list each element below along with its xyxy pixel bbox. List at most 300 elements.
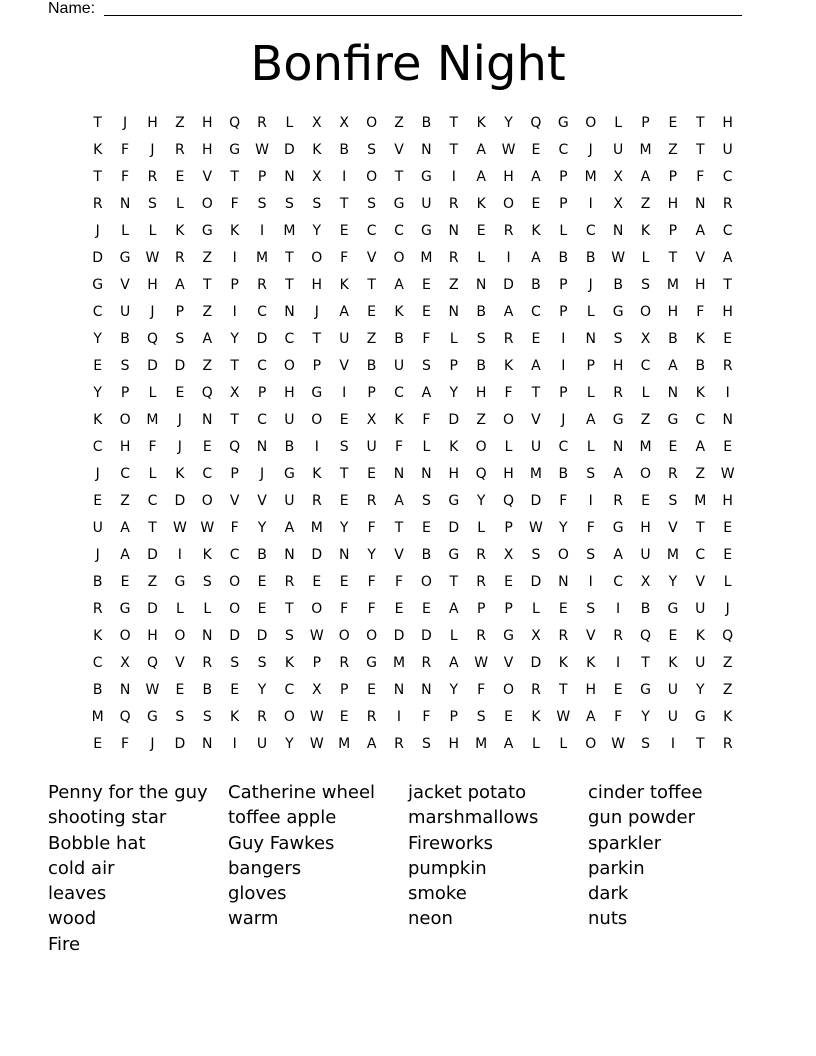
grid-letter: Q — [119, 709, 131, 725]
grid-letter: P — [230, 466, 239, 482]
grid-letter: F — [367, 574, 376, 590]
grid-letter: V — [668, 520, 678, 536]
grid-letter: H — [722, 115, 733, 131]
grid-letter: M — [666, 547, 679, 563]
grid-letter: O — [283, 358, 295, 374]
grid-letter: K — [230, 223, 240, 239]
grid-letter: P — [257, 385, 267, 401]
grid-letter: L — [449, 331, 458, 347]
grid-letter: O — [366, 628, 378, 644]
grid-letter: G — [448, 493, 460, 509]
word-list-item: warm — [228, 908, 279, 930]
grid-letter: G — [612, 520, 624, 536]
grid-letter: V — [229, 493, 240, 509]
grid-letter: I — [177, 547, 182, 563]
grid-letter: K — [230, 709, 240, 725]
grid-letter: K — [476, 196, 486, 212]
grid-letter: G — [366, 655, 378, 671]
grid-letter: C — [92, 655, 103, 671]
grid-letter: F — [230, 196, 239, 212]
grid-letter: L — [641, 385, 650, 401]
page-title: Bonfire Night — [250, 36, 566, 92]
grid-letter: V — [366, 250, 377, 266]
grid-letter: R — [668, 466, 678, 482]
grid-letter: G — [174, 574, 186, 590]
grid-letter: L — [422, 439, 431, 455]
grid-letter: P — [586, 358, 595, 374]
grid-letter: T — [93, 169, 102, 185]
grid-letter: X — [613, 196, 623, 212]
grid-letter: X — [531, 628, 541, 644]
grid-letter: T — [449, 115, 459, 131]
grid-letter: G — [667, 601, 679, 617]
word-list-item: Penny for the guy — [48, 782, 208, 803]
grid-letter: V — [339, 358, 349, 374]
grid-letter: H — [612, 358, 624, 374]
grid-letter: O — [201, 493, 213, 509]
grid-letter: L — [148, 223, 157, 239]
grid-letter: L — [532, 736, 540, 752]
grid-letter: T — [339, 196, 349, 212]
grid-letter: W — [145, 250, 160, 266]
grid-letter: N — [284, 547, 295, 563]
grid-letter: U — [612, 142, 624, 158]
word-list — [48, 780, 768, 957]
grid-letter: K — [93, 412, 103, 428]
grid-letter: C — [394, 385, 404, 401]
grid-letter: E — [723, 331, 733, 347]
grid-letter: E — [723, 547, 733, 563]
grid-letter: V — [695, 574, 706, 590]
grid-letter: W — [720, 466, 735, 482]
grid-letter: K — [640, 223, 651, 239]
grid-letter: B — [394, 331, 404, 347]
grid-letter: O — [420, 574, 432, 590]
grid-letter: L — [723, 574, 732, 590]
grid-letter: A — [695, 223, 706, 239]
grid-letter: T — [285, 250, 294, 266]
grid-letter: N — [448, 304, 460, 320]
grid-letter: E — [175, 682, 185, 698]
grid-letter: P — [230, 277, 239, 293]
grid-letter: P — [312, 655, 322, 671]
grid-letter: L — [559, 736, 568, 752]
grid-letter: A — [503, 736, 514, 752]
grid-letter: P — [257, 169, 267, 185]
grid-letter: A — [585, 709, 596, 725]
word-list-item: marshmallows — [408, 807, 539, 829]
grid-letter: Q — [503, 493, 515, 509]
grid-letter: H — [147, 277, 158, 293]
grid-letter: L — [477, 520, 486, 536]
grid-letter: M — [639, 142, 652, 158]
grid-letter: U — [667, 709, 679, 725]
grid-letter: A — [531, 169, 541, 185]
grid-letter: L — [175, 196, 184, 212]
grid-letter: Y — [504, 115, 513, 131]
grid-letter: K — [93, 628, 103, 644]
grid-letter: E — [558, 601, 568, 617]
grid-letter: I — [725, 385, 730, 401]
grid-letter: D — [311, 547, 323, 563]
grid-letter: Q — [530, 115, 542, 131]
grid-letter: Z — [175, 115, 185, 131]
grid-letter: O — [229, 601, 241, 617]
grid-letter: S — [586, 466, 596, 482]
grid-letter: P — [504, 601, 513, 617]
grid-letter: A — [722, 250, 733, 266]
grid-letter: B — [339, 142, 350, 158]
grid-letter: L — [614, 115, 623, 131]
grid-letter: W — [611, 736, 626, 752]
grid-letter: G — [393, 196, 405, 212]
grid-letter: O — [557, 547, 569, 563]
grid-letter: E — [339, 493, 349, 509]
grid-letter: R — [366, 493, 377, 509]
grid-letter: O — [503, 196, 515, 212]
grid-letter: K — [476, 115, 486, 131]
grid-letter: F — [614, 709, 623, 725]
grid-letter: E — [668, 439, 678, 455]
grid-letter: C — [558, 439, 569, 455]
grid-letter: M — [584, 169, 597, 185]
grid-letter: L — [203, 601, 212, 617]
grid-letter: Z — [120, 493, 130, 509]
grid-letter: N — [284, 304, 295, 320]
grid-letter: Y — [257, 520, 267, 536]
grid-letter: Y — [230, 331, 239, 347]
grid-letter: A — [175, 277, 185, 293]
grid-letter: L — [641, 250, 650, 266]
grid-letter: A — [503, 304, 514, 320]
grid-letter: S — [257, 196, 267, 212]
grid-letter: H — [640, 520, 651, 536]
grid-letter: Q — [722, 628, 734, 644]
word-list-item: leaves — [48, 883, 107, 905]
grid-letter: H — [475, 385, 487, 401]
grid-letter: R — [339, 655, 350, 671]
grid-letter: L — [285, 115, 294, 131]
grid-letter: F — [340, 601, 349, 617]
grid-letter: T — [312, 331, 322, 347]
grid-letter: J — [314, 304, 319, 320]
grid-letter: G — [420, 169, 432, 185]
grid-letter: L — [504, 439, 513, 455]
grid-letter: L — [449, 628, 458, 644]
grid-letter: O — [393, 250, 405, 266]
grid-letter: Q — [146, 331, 158, 347]
grid-letter: D — [174, 358, 186, 374]
grid-letter: J — [177, 439, 182, 455]
grid-letter: F — [148, 439, 157, 455]
grid-letter: H — [147, 628, 158, 644]
grid-letter: B — [613, 277, 623, 293]
grid-letter: T — [696, 520, 705, 536]
letter-grid — [84, 110, 744, 758]
grid-letter: M — [283, 223, 296, 239]
grid-letter: G — [229, 142, 241, 158]
grid-letter: F — [121, 736, 130, 752]
grid-letter: W — [611, 250, 626, 266]
grid-letter: H — [448, 736, 460, 752]
grid-letter: M — [338, 736, 351, 752]
grid-letter: M — [694, 493, 707, 509]
grid-letter: O — [338, 628, 350, 644]
grid-letter: D — [530, 574, 542, 590]
grid-letter: J — [95, 223, 100, 239]
grid-letter: G — [667, 412, 679, 428]
grid-letter: G — [119, 601, 131, 617]
grid-letter: B — [476, 304, 486, 320]
grid-letter: S — [613, 331, 623, 347]
grid-letter: T — [696, 142, 705, 158]
word-list-item: neon — [408, 908, 453, 930]
grid-letter: S — [586, 547, 596, 563]
grid-letter: B — [202, 682, 213, 698]
grid-letter: F — [394, 439, 404, 455]
grid-letter: R — [448, 250, 459, 266]
grid-letter: V — [394, 547, 404, 563]
grid-letter: R — [613, 385, 623, 401]
grid-letter: G — [503, 628, 514, 644]
grid-letter: B — [640, 601, 651, 617]
grid-letter: G — [147, 709, 158, 725]
grid-letter: K — [695, 331, 705, 347]
word-list-item: dark — [588, 883, 629, 905]
grid-letter: R — [394, 736, 404, 752]
grid-letter: C — [695, 547, 706, 563]
grid-letter: F — [477, 682, 486, 698]
grid-letter: A — [585, 412, 596, 428]
grid-letter: C — [147, 493, 158, 509]
grid-letter: F — [696, 304, 705, 320]
grid-letter: T — [367, 277, 376, 293]
grid-letter: R — [366, 709, 377, 725]
grid-letter: K — [93, 142, 103, 158]
grid-letter: X — [640, 574, 651, 590]
word-list-item: sparkler — [588, 832, 662, 854]
grid-letter: K — [668, 655, 678, 671]
grid-letter: K — [394, 304, 404, 320]
grid-letter: S — [284, 628, 294, 644]
grid-letter: P — [175, 304, 185, 320]
grid-letter: P — [559, 277, 568, 293]
grid-letter: E — [641, 493, 650, 509]
grid-letter: X — [312, 169, 322, 185]
grid-row — [84, 677, 744, 704]
grid-letter: H — [667, 304, 679, 320]
grid-letter: I — [342, 385, 347, 401]
word-list-item: jacket potato — [408, 782, 527, 803]
grid-letter: N — [393, 466, 405, 482]
grid-letter: A — [284, 520, 295, 536]
grid-letter: T — [449, 142, 459, 158]
grid-letter: C — [202, 466, 213, 482]
grid-letter: C — [284, 682, 295, 698]
word-list-item: wood — [48, 908, 97, 930]
grid-letter: R — [722, 196, 733, 212]
grid-letter: T — [148, 520, 157, 536]
grid-letter: I — [561, 331, 566, 347]
grid-letter: X — [312, 115, 322, 131]
grid-letter: Z — [476, 412, 486, 428]
grid-letter: R — [558, 628, 569, 644]
grid-letter: B — [585, 250, 596, 266]
grid-letter: T — [339, 466, 349, 482]
grid-letter: A — [339, 304, 349, 320]
grid-letter: A — [531, 250, 541, 266]
grid-letter: A — [531, 358, 541, 374]
grid-letter: E — [339, 412, 349, 428]
grid-letter: T — [230, 412, 239, 428]
grid-letter: L — [121, 223, 129, 239]
grid-letter: S — [312, 196, 322, 212]
grid-letter: C — [120, 466, 130, 482]
grid-letter: D — [393, 628, 405, 644]
grid-letter: O — [283, 709, 295, 725]
word-list-item: pumpkin — [408, 857, 487, 879]
grid-letter: U — [366, 439, 377, 455]
grid-letter: N — [202, 736, 213, 752]
grid-letter: B — [668, 331, 678, 347]
name-label: Name: — [48, 0, 96, 17]
grid-letter: B — [476, 358, 486, 374]
grid-letter: N — [722, 412, 733, 428]
grid-letter: Y — [449, 385, 459, 401]
grid-letter: Y — [668, 574, 678, 590]
grid-letter: X — [613, 169, 623, 185]
grid-letter: B — [92, 574, 103, 590]
grid-letter: O — [119, 628, 131, 644]
grid-letter: Q — [229, 115, 241, 131]
grid-letter: O — [201, 196, 213, 212]
grid-letter: E — [421, 304, 431, 320]
grid-letter: G — [284, 466, 295, 482]
grid-letter: S — [421, 358, 431, 374]
grid-letter: K — [284, 655, 295, 671]
grid-letter: C — [695, 412, 706, 428]
grid-letter: E — [531, 142, 541, 158]
grid-letter: O — [503, 682, 515, 698]
grid-letter: D — [256, 331, 268, 347]
grid-letter: F — [422, 709, 431, 725]
grid-letter: P — [668, 223, 678, 239]
grid-letter: D — [92, 250, 104, 266]
grid-letter: Z — [722, 655, 733, 671]
grid-letter: K — [394, 412, 404, 428]
grid-letter: U — [256, 736, 268, 752]
grid-letter: S — [284, 196, 294, 212]
grid-letter: V — [695, 250, 706, 266]
grid-letter: E — [476, 223, 486, 239]
grid-letter: R — [202, 655, 213, 671]
grid-letter: Q — [639, 628, 652, 644]
grid-letter: S — [367, 142, 377, 158]
grid-letter: U — [421, 196, 432, 212]
grid-letter: Y — [93, 331, 102, 347]
grid-letter: Y — [367, 547, 376, 563]
grid-letter: A — [613, 547, 623, 563]
word-list-item: shooting star — [48, 807, 167, 829]
grid-letter: A — [640, 169, 651, 185]
grid-row — [84, 488, 744, 515]
grid-letter: G — [640, 682, 651, 698]
grid-letter: C — [92, 304, 103, 320]
grid-letter: H — [667, 196, 679, 212]
grid-letter: H — [503, 466, 514, 482]
grid-letter: E — [339, 709, 349, 725]
grid-letter: E — [93, 493, 103, 509]
grid-letter: T — [559, 682, 568, 698]
grid-row — [84, 542, 744, 569]
grid-letter: C — [722, 223, 733, 239]
grid-letter: J — [150, 142, 155, 158]
grid-letter: A — [695, 439, 706, 455]
grid-letter: B — [558, 250, 569, 266]
grid-letter: B — [284, 439, 295, 455]
grid-letter: N — [256, 439, 268, 455]
grid-letter: E — [613, 682, 623, 698]
grid-letter: A — [668, 358, 678, 374]
grid-letter: J — [561, 412, 566, 428]
grid-letter: N — [695, 196, 706, 212]
grid-letter: U — [640, 547, 651, 563]
grid-letter: F — [422, 412, 431, 428]
grid-letter: R — [92, 601, 103, 617]
grid-letter: U — [119, 304, 131, 320]
grid-letter: N — [558, 574, 569, 590]
grid-letter: S — [641, 277, 650, 293]
grid-letter: K — [695, 628, 705, 644]
name-underline — [104, 15, 742, 16]
grid-letter: M — [475, 736, 488, 752]
grid-letter: E — [339, 574, 349, 590]
grid-letter: N — [202, 628, 213, 644]
word-list-item: Bobble hat — [48, 832, 146, 854]
grid-letter: J — [123, 115, 128, 131]
grid-letter: J — [150, 736, 155, 752]
grid-letter: O — [311, 412, 323, 428]
grid-letter: R — [476, 628, 487, 644]
word-list-item: cinder toffee — [588, 782, 703, 803]
grid-letter: J — [588, 142, 593, 158]
grid-letter: B — [366, 358, 377, 374]
grid-letter: C — [257, 304, 267, 320]
name-field[interactable] — [48, 0, 748, 18]
grid-letter: C — [531, 304, 541, 320]
grid-letter: K — [175, 466, 185, 482]
grid-letter: I — [396, 709, 402, 725]
grid-letter: T — [230, 358, 239, 374]
grid-letter: Z — [640, 412, 651, 428]
grid-letter: Z — [202, 358, 213, 374]
grid-letter: E — [723, 520, 733, 536]
grid-letter: J — [588, 277, 593, 293]
grid-letter: E — [339, 223, 349, 239]
grid-letter: R — [722, 736, 733, 752]
grid-letter: W — [309, 736, 324, 752]
grid-letter: V — [503, 655, 514, 671]
grid-letter: J — [725, 601, 730, 617]
grid-letter: I — [616, 655, 621, 671]
grid-letter: L — [477, 250, 486, 266]
grid-letter: R — [722, 358, 733, 374]
grid-letter: X — [503, 547, 514, 563]
grid-letter: Y — [559, 520, 568, 536]
grid-letter: X — [120, 655, 130, 671]
grid-letter: T — [696, 736, 705, 752]
grid-letter: A — [421, 385, 432, 401]
